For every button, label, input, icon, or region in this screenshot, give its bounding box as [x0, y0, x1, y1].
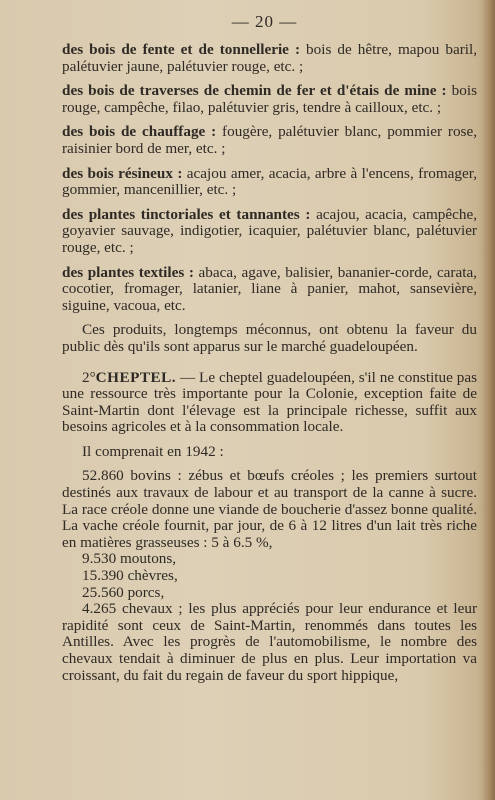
page-number: — 20 —	[231, 12, 298, 31]
moutons-line: 9.530 moutons,	[82, 550, 177, 568]
item-heading: des bois résineux :	[62, 164, 183, 182]
list-item	[62, 265, 477, 315]
bovins-paragraph: 52.860 bovins : zébus et bœufs créoles ; les premiers surtout destinés aux travaux de labour et au transport de la canne à sucre. La race créole donne une viande de boucherie d'assez bonne qualité. La vache créole fournit, par jour, de 6 à 12 litres d'un lait très riche en matières grasseuses : 5 à 6.5 %,	[62, 467, 477, 551]
item-text: abaca, agave, balisier, bananier-corde, carata, cocotier, fromager, latanier, liane à panier, mahot, sansevière, siguine, vacoua, etc.	[62, 263, 477, 314]
item-heading: des bois de traverses de chemin de fer et d'étais de mine :	[62, 82, 447, 100]
porcs-line: 25.560 porcs,	[82, 583, 165, 601]
section-text: — Le cheptel guadeloupéen, s'il ne constitue pas une ressource très importante pour la Colonie, exception faite de Saint-Martin dont l'élevage est la principale richesse, suffit aux besoins agricoles et à la consommation locale.	[62, 368, 477, 436]
item-text: acajou amer, acacia, arbre à l'encens, fromager, gommier, mancenillier, etc. ;	[62, 164, 477, 199]
item-heading: des plantes tinctoriales et tannantes :	[62, 205, 311, 223]
list-item	[62, 124, 477, 157]
item-text: fougère, palétuvier blanc, pommier rose, raisinier bord de mer, etc. ;	[62, 123, 477, 157]
item-text: acajou, acacia, campêche, goyavier sauvage, indigotier, icaquier, palétuvier blanc, palétuvier rouge, etc. ;	[62, 205, 477, 256]
list-item	[62, 42, 477, 75]
page-edge-shadow	[481, 0, 495, 800]
item-heading: des plantes textiles :	[62, 263, 194, 281]
intro-1942: Il comprenait en 1942 :	[82, 442, 224, 460]
list-item	[62, 166, 477, 199]
chevaux-paragraph: 4.265 chevaux ; les plus appréciés pour leur endurance et leur rapidité sont ceux de Saint-Martin, renommés dans toutes les Antilles. Avec les progrès de l'automobilisme, le nombre des chevaux tendait à diminuer de plus en plus. Leur importation va croissant, du fait du regain de faveur du sport hippique,	[62, 600, 477, 684]
section-number: 2°	[82, 368, 96, 386]
section-heading: CHEPTEL.	[95, 368, 177, 386]
item-text: bois rouge, campêche, filao, palétuvier gris, tendre à cailloux, etc. ;	[62, 82, 477, 116]
list-item	[62, 207, 477, 257]
list-item	[62, 83, 477, 116]
cheptel-paragraph	[62, 370, 477, 436]
item-heading: des bois de fente et de tonnellerie :	[62, 41, 301, 58]
conclusion-paragraph: Ces produits, longtemps méconnus, ont obtenu la faveur du public dès qu'ils sont apparus sur le marché guadeloupéen.	[62, 321, 477, 355]
chevres-line: 15.390 chèvres,	[82, 567, 178, 585]
item-heading: des bois de chauffage :	[62, 123, 217, 141]
item-text: bois de hêtre, mapou baril, palétuvier jaune, palétuvier rouge, etc. ;	[62, 41, 477, 75]
